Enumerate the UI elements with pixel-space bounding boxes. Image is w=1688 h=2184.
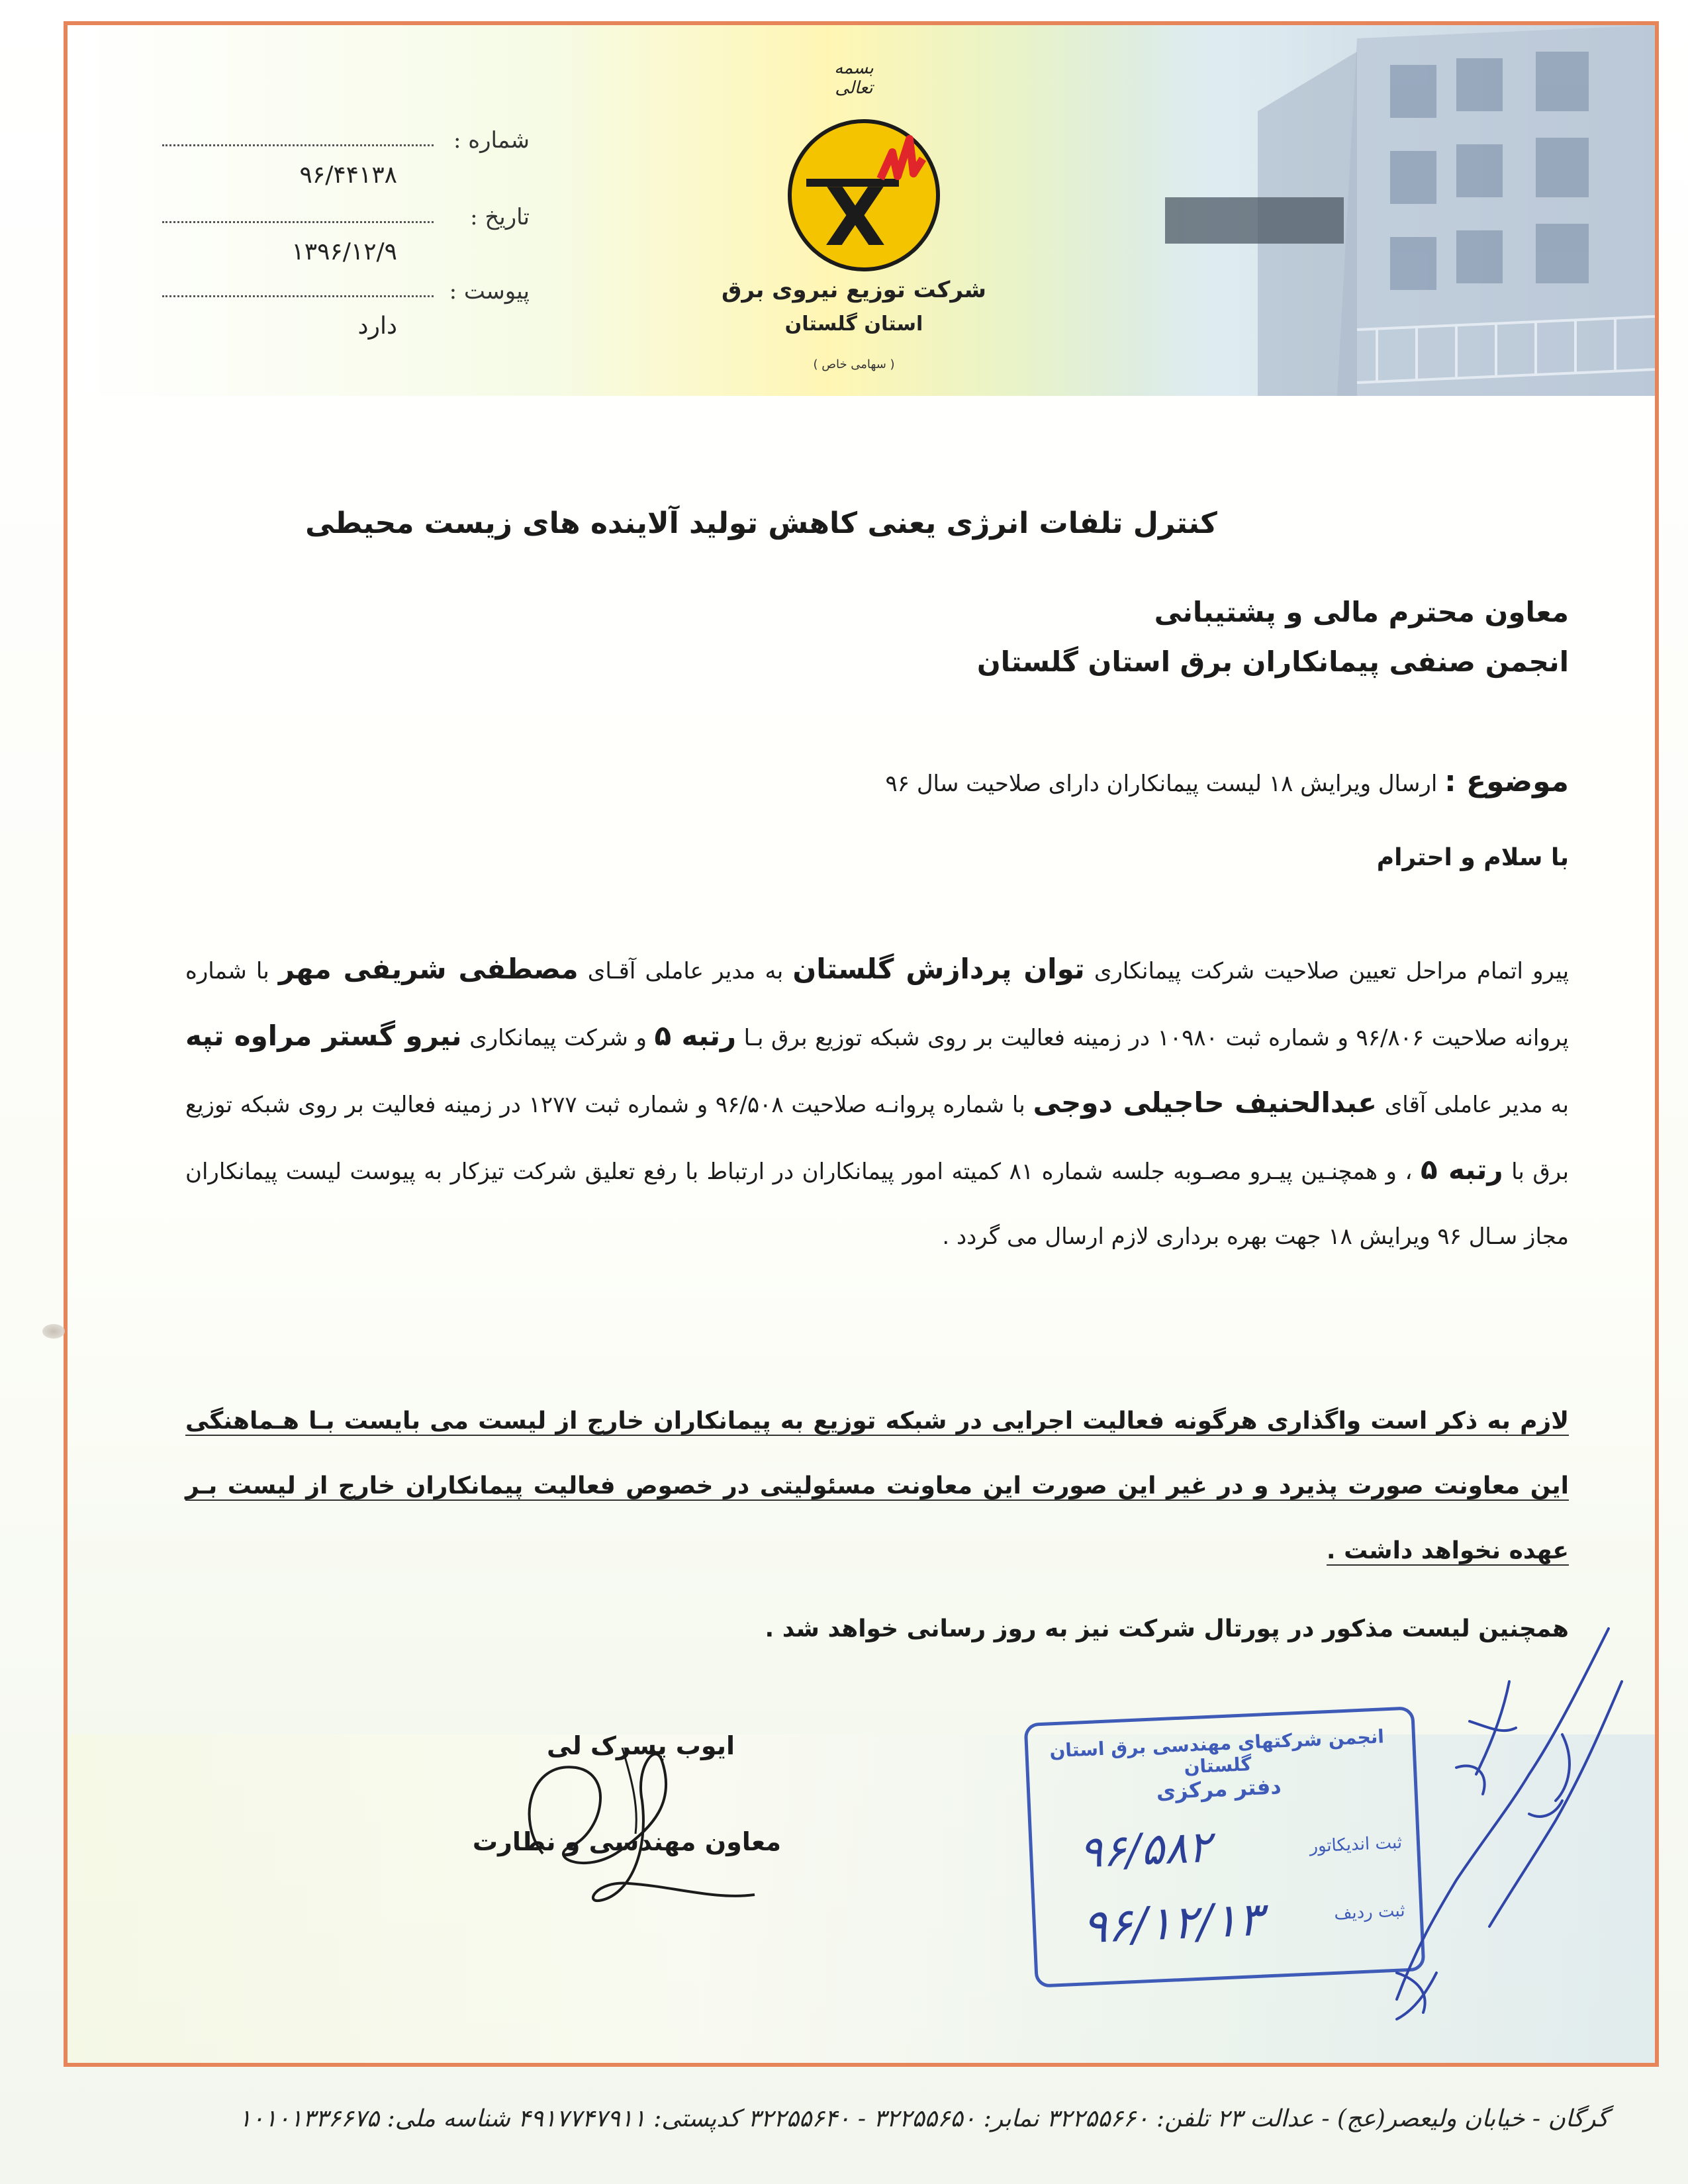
attachment-dots — [162, 295, 434, 297]
body-paragraph — [185, 937, 1569, 1269]
body-p4: و شرکت پیمانکاری — [469, 1025, 647, 1051]
body-p1: پیرو اتمام مراحل تعیین صلاحیت شرکت پیمانکاری — [1094, 958, 1570, 984]
footer-address: گرگان - خیابان ولیعصر(عج) - عدالت ۲۳ تلفن: ۳۲۲۵۵۶۶۰ نمابر: ۳۲۲۵۵۶۵۰ - ۳۲۲۵۵۶۴۰ کدپستی: ۴۹۱۷۷۴۷۹۱۱ شناسه ملی: ۱۰۱۰۱۳۳۶۶۷۵ — [238, 2105, 1609, 2132]
body-p3: با شماره پروانه صلاحیت ۹۶/۸۰۶ و شماره ثبت ۱۰۹۸۰ در زمینه فعالیت بر روی شبکه توزیع برق بـا — [185, 958, 1569, 1051]
final-line: همچنین لیست مذکور در پورتال شرکت نیز به روز رسانی خواهد شد . — [765, 1615, 1569, 1642]
greeting: با سلام و احترام — [1376, 844, 1569, 871]
date-dots — [162, 221, 434, 223]
handwritten-note — [1357, 1602, 1642, 2039]
building-photo — [1139, 25, 1655, 396]
signer-name: ایوب پسرک لی — [547, 1731, 735, 1760]
stamp-row-value: ۹۶/۱۲/۱۳ — [1081, 1891, 1264, 1954]
logo-letter: X — [824, 172, 886, 264]
signer-title: معاون مهندسی و نظارت — [472, 1827, 781, 1856]
company-province: استان گلستان — [784, 312, 923, 336]
stamp-office: دفتر مرکزی — [1155, 1774, 1282, 1805]
attachment-label: پیوست : — [449, 278, 530, 305]
letter-heading: کنترل تلفات انرژی یعنی کاهش تولید آلاینده های زیست محیطی — [305, 506, 1217, 540]
body-p7: ، و همچنـین پیـرو مصـوبه جلسه شماره ۸۱ کمیته امور پیمانکاران در ارتباط با رفع تعلیق شرکت تیزکار به پیوست لیست پیمانکاران مجاز سـال ۹۶ ویرایش ۱۸ جهت بهره برداری لازم ارسال می گردد . — [185, 1159, 1569, 1250]
number-label: شماره : — [453, 127, 530, 154]
manager-1: مصطفی شریفی مهر — [278, 953, 579, 985]
notice-text: لازم به ذکر است واگذاری هرگونه فعالیت اجرایی در شبکه توزیع به پیمانکاران خارج از لیست می بایست بـا هـماهنگی این معاونت صورت پذیرد و در غیر این صورت این معاونت مسئولیتی در خصوص فعالیت پیمانکاران خارج از لیست بـر عهده نخواهد داشت . — [185, 1407, 1569, 1564]
stamp-row-label: ثبت ردیف — [1333, 1901, 1406, 1924]
scan-smudge — [42, 1324, 65, 1339]
stamp-indicator-label: ثبت اندیکاتور — [1309, 1832, 1403, 1857]
company-name: شرکت توزیع نیروی برق — [722, 277, 986, 303]
body-p2: به مدیر عاملی آقـای — [587, 958, 784, 984]
rank-2: رتبه ۵ — [1420, 1153, 1503, 1186]
date-label: تاریخ : — [470, 204, 530, 230]
company-2: نیرو گستر مراوه تپه — [185, 1020, 462, 1052]
addressee-line2: انجمن صنفی پیمانکاران برق استان گلستان — [976, 645, 1569, 678]
company-logo — [781, 113, 947, 278]
bismillah: بسمه تعالی — [834, 58, 874, 98]
company-type: ( سهامی خاص ) — [813, 357, 895, 371]
number-dots — [162, 144, 434, 146]
subject-label: موضوع : — [1444, 765, 1569, 798]
subject-text: ارسال ویرایش ۱۸ لیست پیمانکاران دارای صلاحیت سال ۹۶ — [885, 771, 1438, 797]
rank-1: رتبه ۵ — [654, 1020, 737, 1052]
signature-scribble — [503, 1721, 821, 1920]
number-value: ۹۶/۴۴۱۳۸ — [299, 162, 397, 189]
body-p6: با شماره پروانـه صلاحیت ۹۶/۵۰۸ و شماره ثبت ۱۲۷۷ در زمینه فعالیت بر روی شبکه توزیع برق با — [185, 1092, 1570, 1185]
attachment-value: دارد — [357, 312, 397, 340]
date-value: ۱۳۹۶/۱۲/۹ — [291, 238, 397, 265]
addressee-line1: معاون محترم مالی و پشتیبانی — [1154, 596, 1569, 628]
stamp-title: انجمن شرکتهای مهندسی برق استان گلستان — [1049, 1725, 1385, 1778]
subject-line — [885, 765, 1569, 798]
notice-paragraph — [185, 1389, 1569, 1584]
manager-2: عبدالحنیف حاجیلی دوجی — [1033, 1086, 1377, 1119]
stamp-indicator-value: ۹۶/۵۸۲ — [1078, 1821, 1213, 1878]
company-1: توان پردازش گلستان — [792, 953, 1085, 985]
body-p5: به مدیر عاملی آقای — [1384, 1092, 1570, 1118]
